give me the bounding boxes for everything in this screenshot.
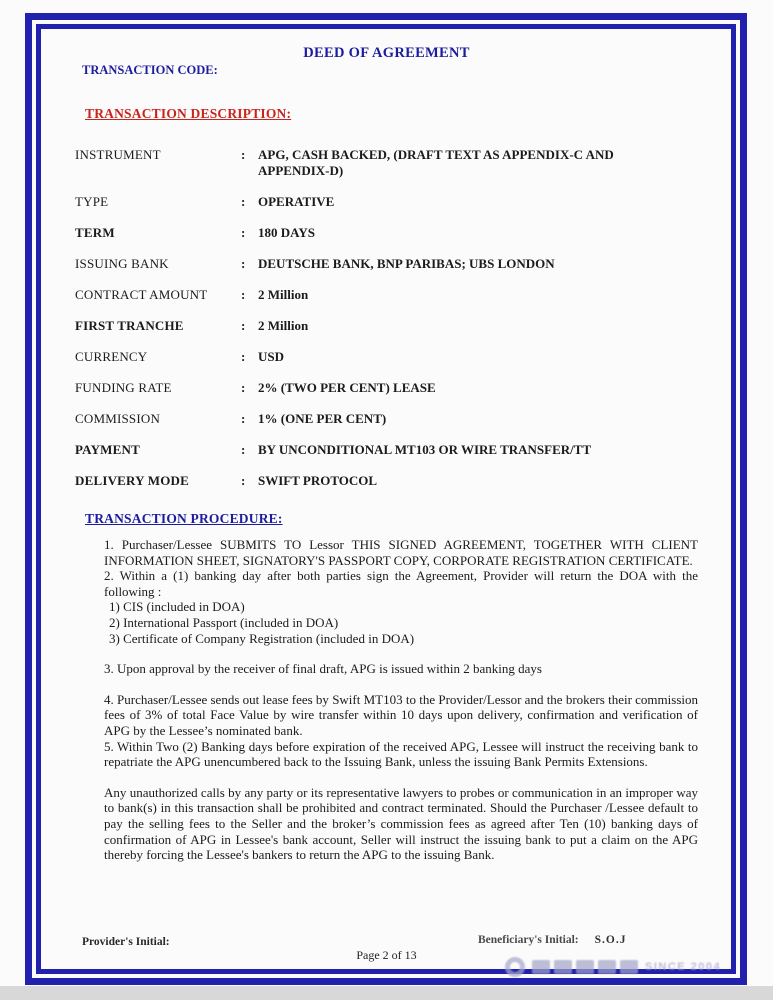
field-value: OPERATIVE	[258, 194, 335, 209]
procedure-step-5: 5. Within Two (2) Banking days before expiration of the received APG, Lessee will instruct the receiving bank to repatriate the APG unencumbered back to the Issuing Bank, unless the issuing Bank Permits Extensions.	[104, 738, 698, 770]
field-value: USD	[258, 349, 285, 364]
sublist-item-registration: 3) Certificate of Company Registration (included in DOA)	[109, 630, 415, 646]
field-row-instrument	[75, 147, 675, 179]
field-label: TYPE	[75, 194, 109, 209]
field-colon: :	[241, 349, 246, 364]
field-label: DELIVERY MODE	[75, 473, 189, 488]
field-label: FUNDING RATE	[75, 380, 172, 395]
field-colon: :	[241, 411, 246, 426]
field-label: ISSUING BANK	[75, 256, 169, 271]
field-value: APG, CASH BACKED, (DRAFT TEXT AS APPENDIX-C AND APPENDIX-D)	[258, 147, 614, 178]
procedure-closing-clause: Any unauthorized calls by any party or its representative lawyers to probes or communication in an improper way to bank(s) in this transaction shall be prohibited and contract terminated. Should the Purchaser /Lessee default to pay the selling fees to the Seller and the broker’s commission fees as agreed after Ten (10) banking days of confirmation of APG in Lessee's bank account, Seller will instruct the issuing bank to put a claim on the APG thereby forcing the Lessee's bankers to return the APG to the issuing Bank.	[104, 784, 698, 863]
field-row-contract-amount	[75, 287, 675, 303]
field-label: FIRST TRANCHE	[75, 318, 184, 333]
field-value: 180 DAYS	[258, 225, 315, 240]
field-colon: :	[241, 147, 246, 162]
field-value: BY UNCONDITIONAL MT103 OR WIRE TRANSFER/TT	[258, 442, 592, 457]
transaction-code-label: TRANSACTION CODE:	[82, 63, 218, 77]
procedure-step-1: 1. Purchaser/Lessee SUBMITS TO Lessor THIS SIGNED AGREEMENT, TOGETHER WITH CLIENT INFORMATION SHEET, SIGNATORY'S PASSPORT COPY, CORPORATE REGISTRATION CERTIFICATE.	[104, 537, 698, 568]
field-label: CURRENCY	[75, 349, 148, 364]
document-title: DEED OF AGREEMENT	[303, 45, 470, 61]
procedure-step-3: 3. Upon approval by the receiver of final draft, APG is issued within 2 banking days	[104, 661, 542, 677]
field-row-type	[75, 194, 675, 210]
field-label: INSTRUMENT	[75, 147, 161, 162]
procedure-step-2: 2. Within a (1) banking day after both parties sign the Agreement, Provider will return the DOA with the following :	[104, 568, 698, 599]
field-label: TERM	[75, 225, 115, 240]
beneficiary-initial-value: S.O.J	[594, 934, 627, 946]
field-colon: :	[241, 380, 246, 395]
field-colon: :	[241, 225, 246, 240]
field-colon: :	[241, 287, 246, 302]
transaction-fields	[75, 147, 675, 504]
watermark-logo-icon	[505, 957, 525, 977]
scan-background-strip	[0, 986, 773, 1000]
sublist-item-passport: 2) International Passport (included in DOA)	[109, 614, 339, 630]
field-value: 2 Million	[258, 318, 309, 333]
procedure-sublist	[104, 599, 698, 646]
field-label: COMMISSION	[75, 411, 161, 426]
field-row-currency	[75, 349, 675, 365]
field-value: 2 Million	[258, 287, 309, 302]
field-colon: :	[241, 256, 246, 271]
field-row-commission	[75, 411, 675, 427]
watermark-illegible-word	[532, 960, 638, 974]
field-colon: :	[241, 473, 246, 488]
field-value: DEUTSCHE BANK, BNP PARIBAS; UBS LONDON	[258, 256, 555, 271]
field-row-funding-rate	[75, 380, 675, 396]
field-row-payment	[75, 442, 675, 458]
field-row-delivery-mode	[75, 473, 675, 489]
field-colon: :	[241, 442, 246, 457]
field-label: CONTRACT AMOUNT	[75, 287, 208, 302]
field-colon: :	[241, 318, 246, 333]
transaction-description-heading: TRANSACTION DESCRIPTION:	[85, 106, 292, 121]
field-row-first-tranche	[75, 318, 675, 334]
field-label: PAYMENT	[75, 442, 140, 457]
watermark-tagline: SINCE 2004	[645, 961, 722, 973]
field-colon: :	[241, 194, 246, 209]
brand-watermark	[505, 954, 721, 980]
provider-initial-label: Provider's Initial:	[82, 936, 170, 948]
field-value: 2% (TWO PER CENT) LEASE	[258, 380, 436, 395]
field-value: SWIFT PROTOCOL	[258, 473, 378, 488]
sublist-item-cis: 1) CIS (included in DOA)	[109, 599, 245, 615]
field-row-issuing-bank	[75, 256, 675, 272]
transaction-procedure-heading: TRANSACTION PROCEDURE:	[85, 511, 283, 526]
field-row-term	[75, 225, 675, 241]
beneficiary-initial	[478, 934, 626, 946]
procedure-step-4: 4. Purchaser/Lessee sends out lease fees by Swift MT103 to the Provider/Lessor and the brokers their commission fees of 3% of total Face Value by wire transfer within 10 days upon delivery, confirmation and verification of APG by the Lessee’s nominated bank.	[104, 691, 698, 738]
procedure-body	[104, 537, 698, 863]
beneficiary-initial-label: Beneficiary's Initial:	[478, 934, 579, 946]
page-number: Page 2 of 13	[356, 948, 417, 962]
field-value: 1% (ONE PER CENT)	[258, 411, 387, 426]
